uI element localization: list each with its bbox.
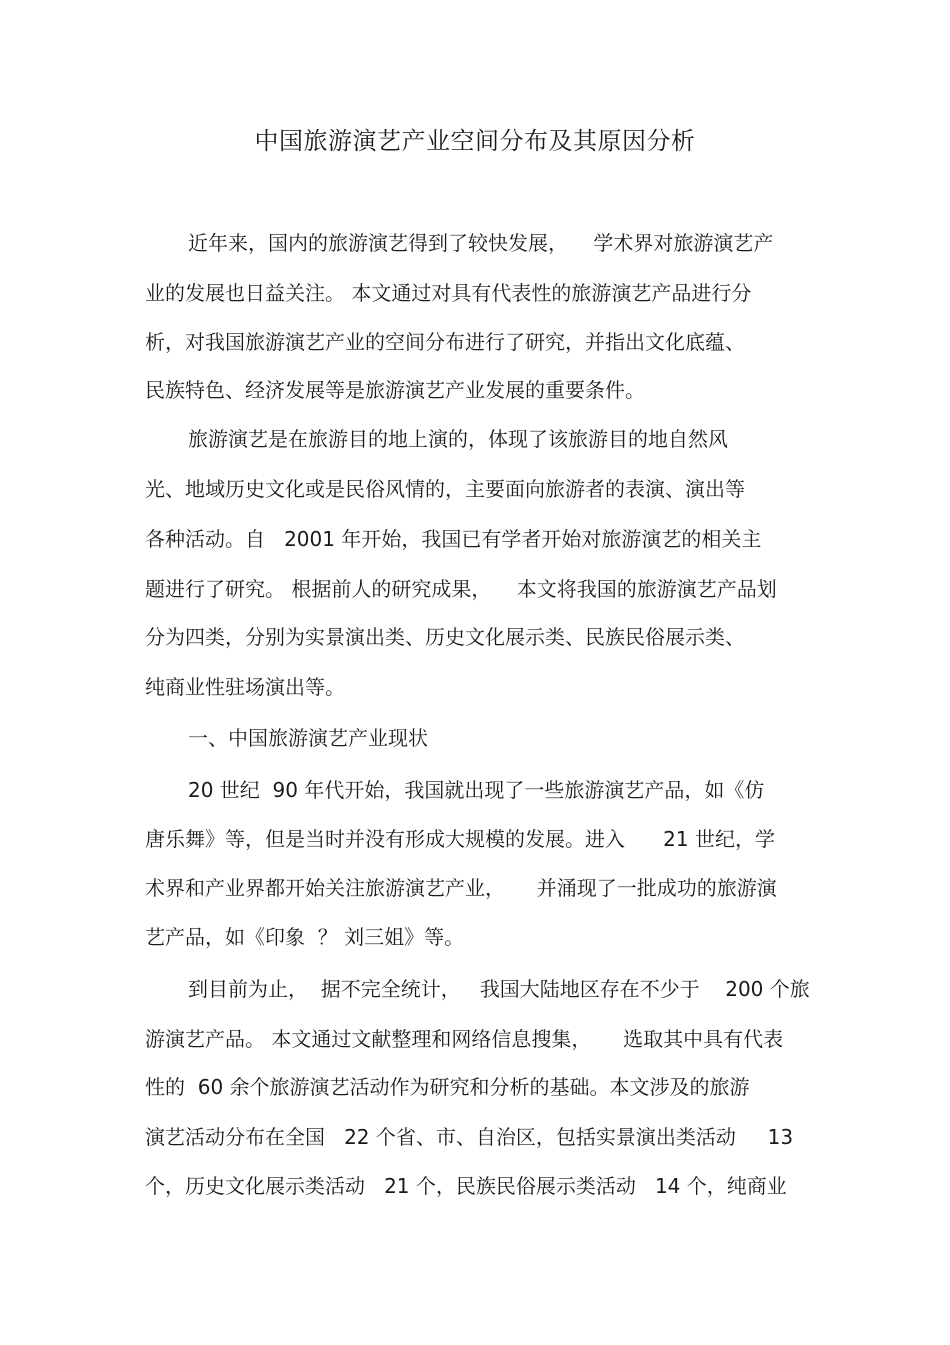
paragraph-4-line-3: 性的 60 余个旅游演艺活动作为研究和分析的基础。本文涉及的旅游 — [145, 1075, 750, 1099]
paragraph-1-line-3: 析，对我国旅游演艺产业的空间分布进行了研究，并指出文化底蕴、 — [145, 330, 745, 354]
paragraph-2-line-6: 纯商业性驻场演出等。 — [145, 675, 345, 699]
paragraph-2-line-2: 光、地域历史文化或是民俗风情的，主要面向旅游者的表演、演出等 — [145, 477, 745, 501]
paragraph-4-line-5: 个，历史文化展示类活动 21 个，民族民俗展示类活动 14 个，纯商业 — [145, 1174, 787, 1198]
paragraph-4-line-4: 演艺活动分布在全国 22 个省、市、自治区，包括实景演出类活动 13 — [145, 1125, 794, 1149]
paragraph-4-line-1: 到目前为止， 据不完全统计， 我国大陆地区存在不少于 200 个旅 — [188, 977, 810, 1001]
paragraph-3-line-4: 艺产品，如《印象 ？ 刘三姐》等。 — [145, 925, 465, 949]
paragraph-3-line-3: 术界和产业界都开始关注旅游演艺产业， 并涌现了一批成功的旅游演 — [145, 876, 777, 900]
section-heading: 一、中国旅游演艺产业现状 — [188, 726, 428, 750]
paragraph-3-line-1: 20 世纪 90 年代开始，我国就出现了一些旅游演艺产品，如《仿 — [188, 778, 765, 802]
paragraph-3-line-2: 唐乐舞》等，但是当时并没有形成大规模的发展。进入 21 世纪，学 — [145, 827, 775, 851]
paragraph-1-line-4: 民族特色、经济发展等是旅游演艺产业发展的重要条件。 — [145, 378, 645, 402]
document-title: 中国旅游演艺产业空间分布及其原因分析 — [254, 127, 696, 155]
paragraph-1-line-1: 近年来，国内的旅游演艺得到了较快发展， 学术界对旅游演艺产 — [188, 231, 774, 255]
paragraph-4-line-2: 游演艺产品。 本文通过文献整理和网络信息搜集， 选取其中具有代表 — [145, 1027, 784, 1051]
paragraph-2-line-4: 题进行了研究。 根据前人的研究成果， 本文将我国的旅游演艺产品划 — [145, 577, 777, 601]
paragraph-1-line-2: 业的发展也日益关注。 本文通过对具有代表性的旅游演艺产品进行分 — [145, 281, 752, 305]
paragraph-2-line-5: 分为四类，分别为实景演出类、历史文化展示类、民族民俗展示类、 — [145, 625, 745, 649]
paragraph-2-line-3: 各种活动。自 2001 年开始，我国已有学者开始对旅游演艺的相关主 — [145, 527, 762, 551]
paragraph-2-line-1: 旅游演艺是在旅游目的地上演的，体现了该旅游目的地自然风 — [188, 427, 728, 451]
